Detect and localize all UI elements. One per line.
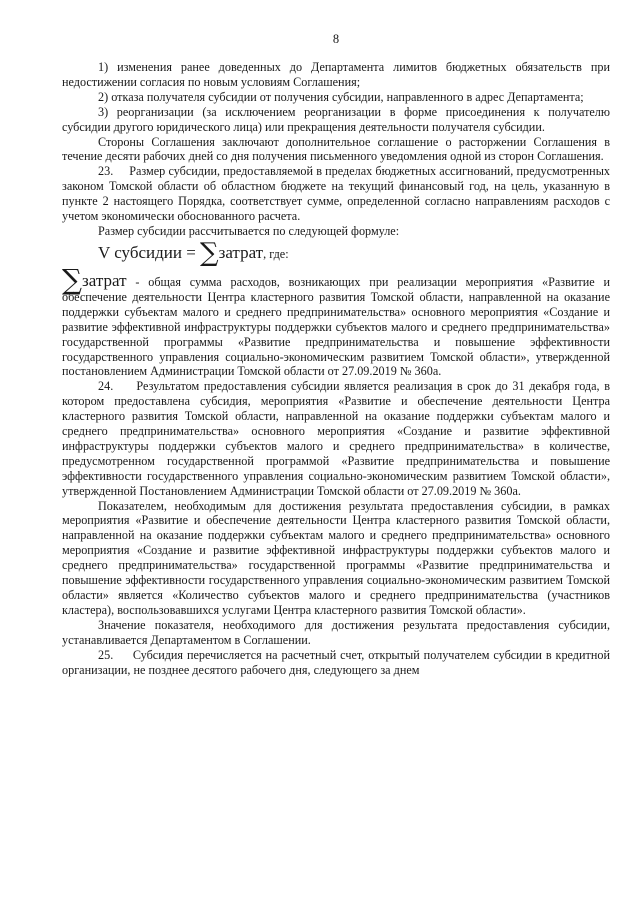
- formula-definition: [62, 262, 610, 379]
- document-body: [62, 60, 610, 677]
- definition-term: затрат: [82, 270, 127, 290]
- paragraph-termination-1: 1) изменения ранее доведенных до Департамента лимитов бюджетных обязательств при недостижении согласия по новым условиям Соглашения;: [62, 60, 610, 89]
- paragraph-additional-agreement: Стороны Соглашения заключают дополнительное соглашение о расторжении Соглашения в течение десяти рабочих дней со дня получения письменного уведомления одной из сторон Соглашения.: [62, 134, 610, 164]
- sum-sign-icon: ∑: [62, 262, 82, 296]
- definition-text: - общая сумма расходов, возникающих при реализации мероприятия «Развитие и обеспечение деятельности Центра кластерного развития Томской области, направленной на оказание поддержки субъектам малого и среднего предпринимательства» основного мероприятия «Создание и развитие эффективной инфраструктуры поддержки субъектов малого и среднего предпринимательства» государственной программы «Развитие предпринимательства и повышение эффективности государственного управления социально-экономическим развитием Томской области», утвержденной постановлением Администрации Томской области от 27.09.2019 № 360а.: [62, 274, 610, 379]
- paragraph-25: 25. Субсидия перечисляется на расчетный счет, открытый получателем субсидии в кредитной организации, не позднее десятого рабочего дня, следующего за днем: [62, 647, 610, 677]
- paragraph-termination-3: 3) реорганизации (за исключением реорганизации в форме присоединения к получателю субсидии другого юридического лица) или прекращения деятельности получателя субсидии.: [62, 104, 610, 134]
- definition-symbol: [62, 262, 127, 296]
- paragraph-24: 24. Результатом предоставления субсидии является реализация в срок до 31 декабря года, в котором предоставлена субсидия, мероприятия «Развитие и обеспечение деятельности Центра кластерного развития Томской области, направленной на оказание поддержки субъектам малого и среднего предпринимательства» основного мероприятия «Создание и развитие эффективной инфраструктуры поддержки субъектов малого и среднего предпринимательства» в количестве, предусмотренном государственной программой «Развитие предпринимательства и повышение эффективности государственного управления социально-экономическим развитием Томской области», утвержденной Постановлением Администрации Томской области от 27.09.2019 № 360а.: [62, 379, 610, 498]
- paragraph-termination-2: 2) отказа получателя субсидии от получения субсидии, направленного в адрес Департамента;: [98, 89, 584, 104]
- formula-left: V субсидии =: [98, 242, 201, 262]
- subsidy-formula: [62, 239, 610, 268]
- page-number: 8: [332, 32, 340, 46]
- formula-suffix: , где:: [263, 246, 289, 261]
- formula-right: затрат: [218, 242, 264, 262]
- paragraph-indicator: Показателем, необходимым для достижения результата предоставления субсидии, в рамках мероприятия «Развитие и обеспечение деятельности Центра кластерного развития Томской области, направленной на оказание поддержки субъектам малого и среднего предпринимательства» основного мероприятия «Создание и развитие эффективной инфраструктуры поддержки субъектов малого и среднего предпринимательства» государственной программы «Развитие предпринимательства и повышение эффективности государственного управления социально-экономическим развитием Томской области» является «Количество субъектов малого и среднего предпринимательства (участников кластера), воспользовавшихся услугами Центра кластерного развития Томской области».: [62, 498, 610, 617]
- sum-sign-icon: ∑: [200, 237, 219, 268]
- paragraph-indicator-value: Значение показателя, необходимого для достижения результата предоставления субсидии, устанавливается Департаментом в Соглашении.: [62, 617, 610, 647]
- paragraph-formula-intro: Размер субсидии рассчитывается по следующей формуле:: [98, 223, 400, 238]
- paragraph-23: 23. Размер субсидии, предоставляемой в пределах бюджетных ассигнований, предусмотренных законом Томской области об областном бюджете на текущий финансовый год, на цель, указанную в пункте 2 настоящего Порядка, соответствует сумме, определенной согласно направлениям расходов с учетом экономически обоснованного расчета.: [62, 164, 610, 224]
